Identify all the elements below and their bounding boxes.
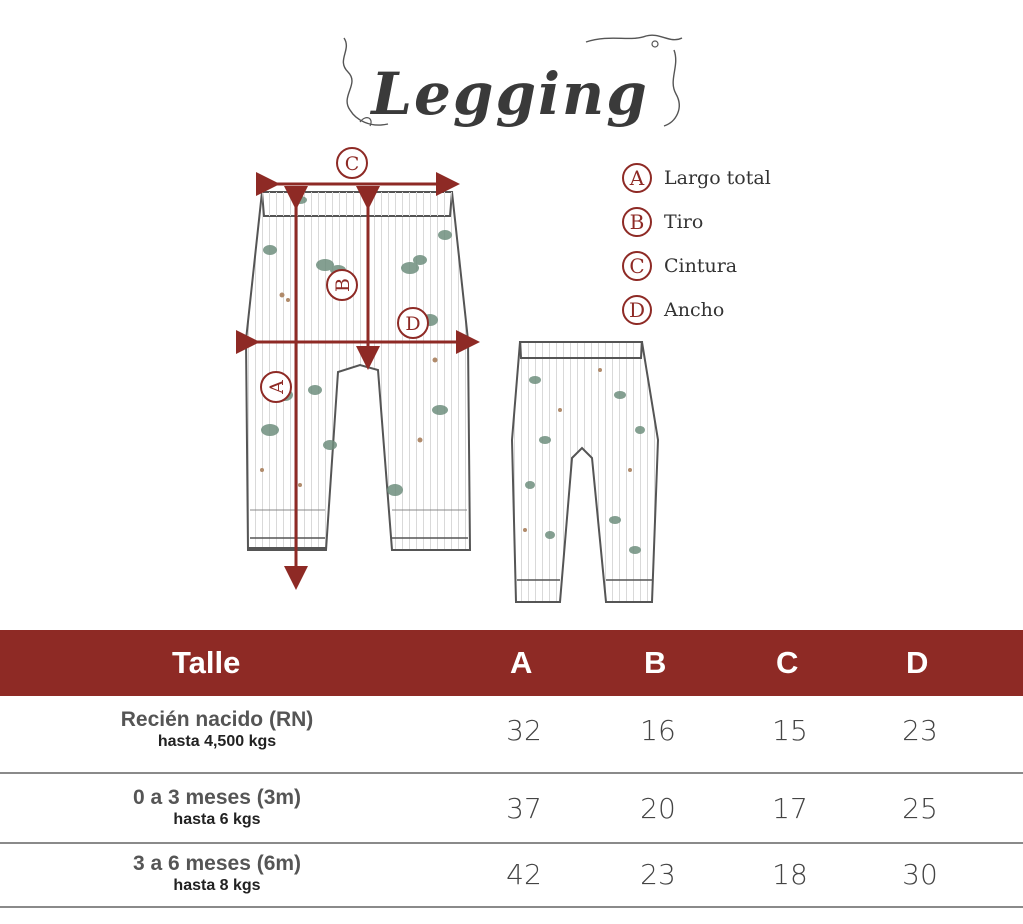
small-legging bbox=[512, 342, 658, 602]
marker-d bbox=[398, 308, 428, 338]
header-talle: Talle bbox=[172, 645, 241, 680]
value-b: 20 bbox=[640, 792, 676, 825]
header-b: B bbox=[644, 645, 667, 680]
header-a: A bbox=[510, 645, 533, 680]
value-a: 42 bbox=[506, 858, 542, 891]
large-legging bbox=[246, 192, 470, 550]
marker-a-label: A bbox=[266, 380, 288, 394]
legend-item-c bbox=[622, 248, 737, 284]
size-weight: hasta 6 kgs bbox=[173, 811, 261, 828]
legend-item-a bbox=[622, 160, 771, 196]
value-c: 18 bbox=[772, 858, 808, 891]
legend-letter: C bbox=[622, 251, 652, 281]
marker-c-label: C bbox=[344, 153, 360, 175]
legend-label: Ancho bbox=[664, 299, 725, 321]
legend-letter: A bbox=[622, 163, 652, 193]
value-a: 37 bbox=[506, 792, 542, 825]
value-a: 32 bbox=[506, 714, 542, 747]
marker-c bbox=[337, 148, 367, 178]
legging-diagram bbox=[0, 140, 1023, 620]
table-row bbox=[0, 774, 1023, 844]
marker-d-label: D bbox=[405, 313, 421, 335]
table-row bbox=[0, 844, 1023, 908]
table-row bbox=[0, 696, 1023, 774]
size-cell bbox=[0, 708, 434, 751]
marker-b-label: B bbox=[332, 278, 354, 292]
legend-letter: D bbox=[622, 295, 652, 325]
header-d: D bbox=[906, 645, 929, 680]
value-b: 16 bbox=[640, 714, 676, 747]
legend-label: Cintura bbox=[664, 255, 738, 277]
value-c: 17 bbox=[772, 792, 808, 825]
size-table bbox=[0, 630, 1023, 908]
value-d: 23 bbox=[902, 714, 938, 747]
legend-letter: B bbox=[622, 207, 652, 237]
legend-item-d bbox=[622, 292, 724, 328]
header-c: C bbox=[776, 645, 799, 680]
size-weight: hasta 8 kgs bbox=[173, 877, 261, 894]
value-d: 30 bbox=[902, 858, 938, 891]
size-name: 0 a 3 meses (3m) bbox=[132, 786, 302, 809]
size-name: 3 a 6 meses (6m) bbox=[132, 852, 302, 875]
marker-b bbox=[327, 270, 357, 300]
legend-label: Largo total bbox=[664, 167, 771, 189]
size-name: Recién nacido (RN) bbox=[120, 708, 314, 731]
value-c: 15 bbox=[772, 714, 808, 747]
marker-a bbox=[261, 372, 291, 402]
size-weight: hasta 4,500 kgs bbox=[157, 733, 277, 750]
page-title: Legging bbox=[371, 60, 649, 128]
value-b: 23 bbox=[640, 858, 676, 891]
title-block bbox=[330, 30, 690, 140]
legging-illustration bbox=[0, 140, 1023, 620]
legend-item-b bbox=[622, 204, 703, 240]
size-cell bbox=[0, 786, 434, 829]
legend-label: Tiro bbox=[664, 211, 704, 233]
value-d: 25 bbox=[902, 792, 938, 825]
size-cell bbox=[0, 852, 434, 895]
table-header bbox=[0, 630, 1023, 696]
